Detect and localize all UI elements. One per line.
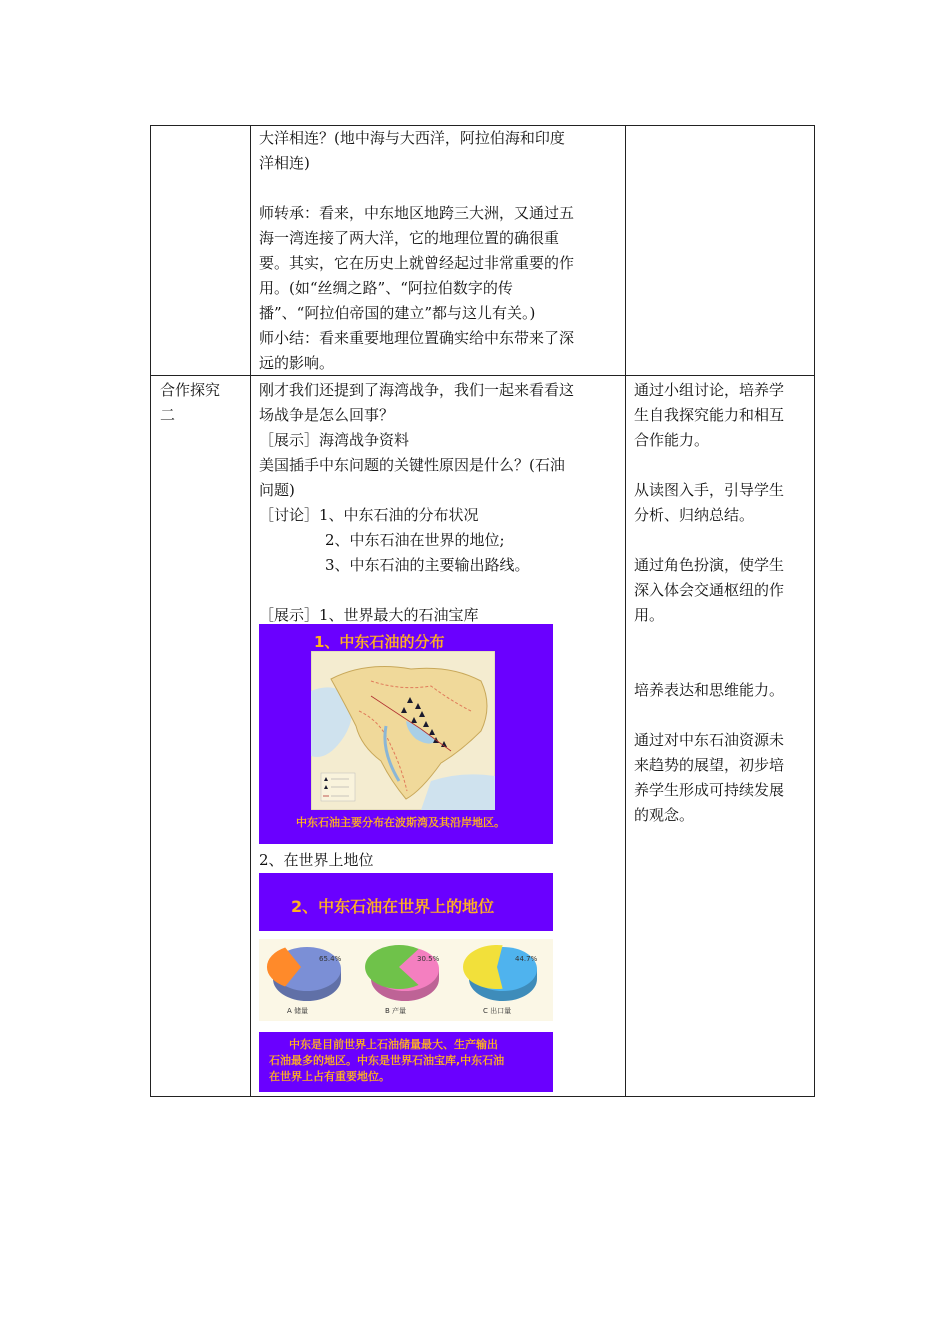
pie-value-label: 44.7% (515, 955, 538, 963)
text-line: 要。其实，它在历史上就曾经起过非常重要的作 (259, 254, 575, 272)
text-line: 通过小组讨论，培养学 (634, 381, 785, 399)
slide-caption: 中东石油主要分布在波斯湾及其沿岸地区。 (296, 816, 505, 829)
text-line (634, 653, 808, 678)
text-line (634, 528, 808, 553)
column-divider (625, 126, 626, 1096)
text-line (634, 703, 808, 728)
row2-content (259, 378, 617, 628)
text-line: 美国插手中东问题的关键性原因是什么？(石油 (259, 456, 565, 474)
caption-line: 石油最多的地区。中东是世界石油宝库,中东石油 (269, 1054, 505, 1067)
text-line: 播”、“阿拉伯帝国的建立”都与这儿有关。) (259, 304, 536, 322)
slide-oil-status-title (259, 873, 553, 931)
text-line: 生自我探究能力和相互 (634, 406, 785, 424)
text-line: 远的影响。 (259, 354, 335, 372)
row2-goals (634, 378, 808, 828)
row1-content (259, 126, 617, 376)
text-line: 大洋相连？(地中海与大西洋，阿拉伯海和印度 (259, 129, 565, 147)
pie-category-label: B 产量 (385, 1007, 407, 1015)
text-line: ［讨论］1、中东石油的分布状况 (259, 506, 479, 524)
stage-label: 二 (160, 406, 176, 424)
slide-title: 1、中东石油的分布 (314, 633, 445, 651)
text-line: 2、中东石油在世界的地位; (325, 531, 505, 549)
slide-oil-distribution (259, 624, 553, 844)
section-heading (259, 848, 617, 873)
text-line: 养学生形成可持续发展 (634, 781, 785, 799)
text-line: 刚才我们还提到了海湾战争，我们一起来看看这 (259, 381, 575, 399)
text-line: 通过对中东石油资源未 (634, 731, 785, 749)
text-line: 从读图入手，引导学生 (634, 481, 785, 499)
text-line: ［展示］1、世界最大的石油宝库 (259, 606, 479, 624)
pie-category-label: C 出口量 (483, 1007, 512, 1015)
column-divider (250, 126, 251, 1096)
text-line: 分析、归纳总结。 (634, 506, 755, 524)
text-line: 3、中东石油的主要输出路线。 (325, 556, 530, 574)
pie-category-label: A 储量 (287, 1007, 309, 1015)
text-line (634, 628, 808, 653)
text-line: 合作能力。 (634, 431, 710, 449)
text-line (259, 578, 617, 603)
text-line: 用。(如“丝绸之路”、“阿拉伯数字的传 (259, 279, 513, 297)
slide-caption (269, 1037, 549, 1085)
text-line: 来趋势的展望，初步培 (634, 756, 785, 774)
row2-stage (160, 378, 242, 428)
caption-line: 中东是目前世界上石油储量最大、生产输出 (289, 1038, 498, 1051)
text-line: 洋相连) (259, 154, 310, 172)
caption-line: 在世界上占有重要地位。 (269, 1070, 390, 1083)
text-line: 用。 (634, 606, 665, 624)
text-line: 海一湾连接了两大洋，它的地理位置的确很重 (259, 229, 560, 247)
pie-value-label: 30.5% (417, 955, 440, 963)
text-line: 通过角色扮演，使学生 (634, 556, 785, 574)
stage-label: 合作探究 (160, 381, 221, 399)
text-line (259, 176, 617, 201)
text-line: 场战争是怎么回事？ (259, 406, 395, 424)
text-line: 师小结：看来重要地理位置确实给中东带来了深 (259, 329, 575, 347)
text-line: 问题) (259, 481, 295, 499)
text-line: 师转承：看来，中东地区地跨三大洲，又通过五 (259, 204, 575, 222)
middle-east-map-image (311, 651, 495, 810)
text-line: 的观念。 (634, 806, 695, 824)
text-line (634, 453, 808, 478)
text-line: 深入体会交通枢纽的作 (634, 581, 785, 599)
text-line: 培养表达和思维能力。 (634, 681, 785, 699)
pie-value-label: 65.4% (319, 955, 342, 963)
text-line: 2、在世界上地位 (259, 851, 374, 869)
oil-pie-charts (259, 939, 553, 1021)
slide-oil-summary (259, 1032, 553, 1092)
lesson-plan-table (150, 125, 815, 1097)
text-line: ［展示］海湾战争资料 (259, 431, 410, 449)
slide-title: 2、中东石油在世界上的地位 (291, 897, 495, 916)
